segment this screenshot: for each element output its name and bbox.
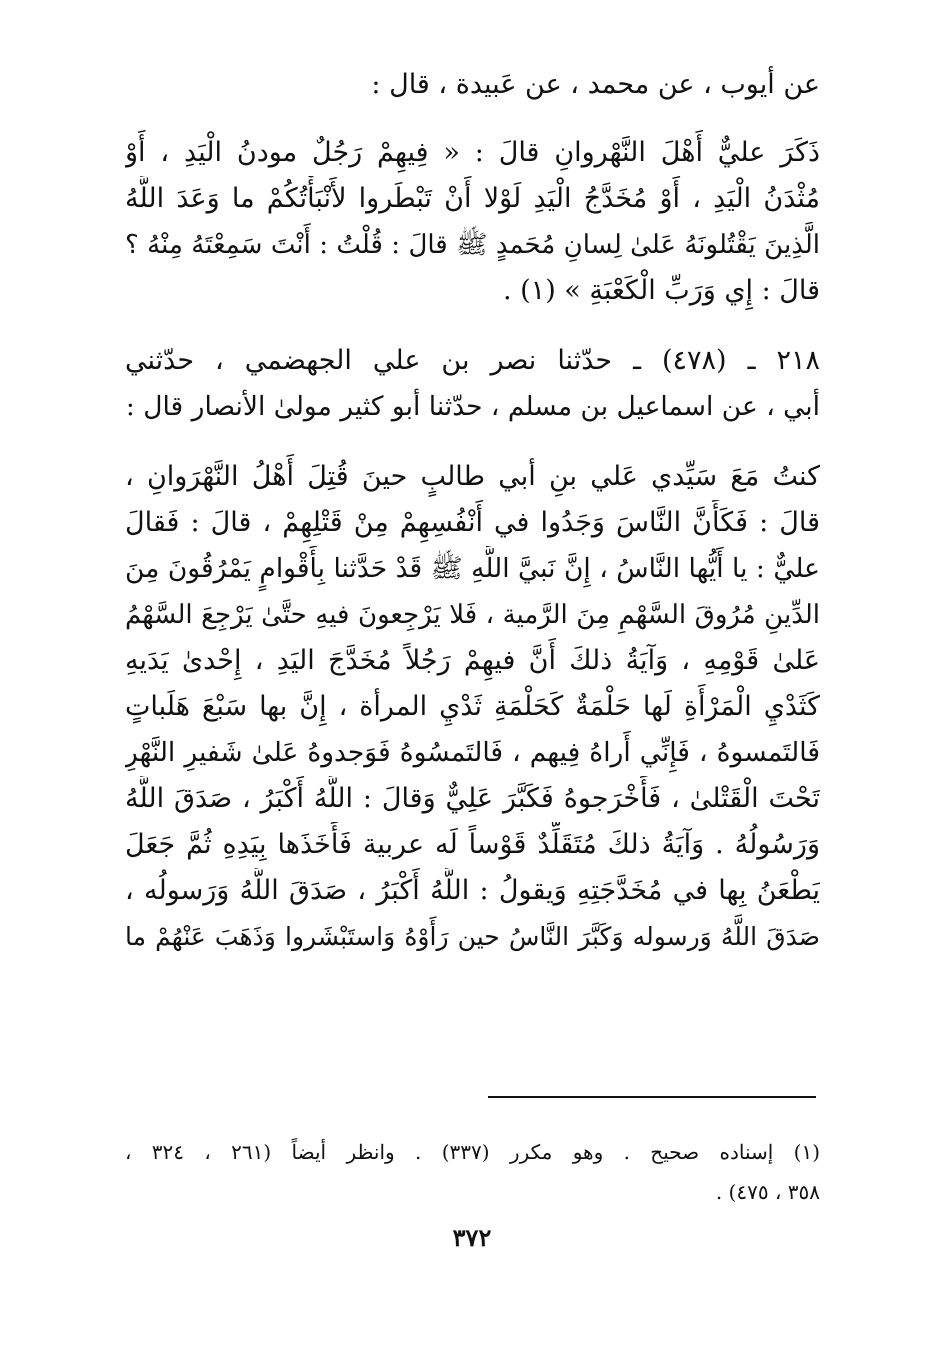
text-line: ذَكَرَ عليٌّ أَهْلَ النَّهْروانِ قالَ : « فِيهِمْ رَجُلٌ مودنُ الْيَدِ ، أَوْ bbox=[125, 137, 820, 168]
footnotes bbox=[125, 1132, 820, 1212]
text-line: صَدَقَ اللَّهُ وَرسوله وَكَبَّرَ النَّاسُ حين رَأَوْهُ وَاستَبْشَروا وَذَهَبَ عَنْهُمْ ما bbox=[125, 922, 820, 951]
text-line: كنتُ مَعَ سَيِّدي عَلي بنِ أبي طالبٍ حينَ قُتِلَ أَهْلُ النَّهْرَوانِ ، bbox=[125, 461, 820, 492]
text-line: الدِّينِ مُرُوقَ السَّهْمِ مِنَ الرَّمية ، فَلا يَرْجِعونَ فيهِ حتَّىٰ يَرْجِعَ السَّهْمُ bbox=[125, 600, 820, 630]
text-line: قالَ : فَكَأَنَّ النَّاسَ وَجَدُوا في أَنْفُسِهِمْ مِنْ قَتْلِهِمْ ، قالَ : فَقالَ bbox=[125, 507, 820, 538]
text-line: عَلىٰ قَوْمِهِ ، وَآيَةُ ذلكَ أَنَّ فيهِمْ رَجُلاً مُخَدَّجَ اليَدِ ، إِحْدىٰ يَدَيهِ bbox=[125, 645, 820, 676]
text-line: تَحْتَ الْقَتْلىٰ ، فَأَخْرَجوهُ فَكَبَّرَ عَلِيٌّ وَقالَ : اللَّهُ أَكْبَرُ ، صَدَقَ اللَّهُ bbox=[125, 783, 820, 814]
footnote-line: (١) إسناده صحيح . وهو مكرر (٣٣٧) . وانظر أيضاً (٢٦١ ، ٣٢٤ ، bbox=[125, 1140, 820, 1164]
text-line: قالَ : إِي وَرَبِّ الْكَعْبَةِ » (١) . bbox=[502, 275, 820, 306]
text-line: عن أيوب ، عن محمد ، عن عَبيدة ، قال : bbox=[371, 69, 820, 100]
page-body bbox=[125, 62, 820, 960]
text-line: وَرَسُولُهُ . وَآيَةُ ذلكَ مُتَقَلِّدٌ قَوْساً لَه عربية فَأَخَذَها بِيَدِهِ ثُمَّ جَعَلَ bbox=[125, 829, 820, 860]
paragraph-1 bbox=[125, 130, 820, 314]
text-line: أبي ، عن اسماعيل بن مسلم ، حدّثنا أبو كثير مولىٰ الأنصار قال : bbox=[125, 391, 820, 422]
paragraph-2-hadith-chain bbox=[125, 338, 820, 430]
text-line: يَطْعَنُ بِها في مُخَدَّجَتِهِ وَيقولُ : اللَّهُ أَكْبَرُ ، صَدَقَ اللَّهُ وَرَسولُه ، bbox=[125, 875, 820, 906]
text-line: عليٌّ : يا أَيُّها النَّاسُ ، إِنَّ نَبيَّ اللَّهِ ﷺ قَدْ حَدَّثنا بِأَقْوامٍ يَمْرُقُونَ مِنَ bbox=[125, 553, 820, 584]
page-number: ٣٧٢ bbox=[452, 1223, 492, 1252]
footnote-divider bbox=[488, 1096, 816, 1098]
footnote-line: ٣٥٨ ، ٤٧٥) . bbox=[715, 1180, 820, 1204]
text-line: فَالتَمسوهُ ، فَإِنِّي أَراهُ فِيهم ، فَالتَمسُوهُ فَوَجدوهُ عَلىٰ شَفيرِ النَّهْرِ bbox=[125, 737, 820, 768]
text-line: ٢١٨ ـ (٤٧٨) ـ حدّثنا نصر بن علي الجهضمي ، حدّثني bbox=[125, 345, 820, 376]
text-line: مُثْدَنُ الْيَدِ ، أَوْ مُخَدَّجُ الْيَدِ لَوْلا أَنْ تَبْطَروا لأَنْبَأْتُكُمْ ما وَعَدَ اللَّهُ bbox=[125, 183, 820, 214]
text-line: الَّذِينَ يَقْتُلونَهُ عَلىٰ لِسانِ مُحَمدٍ ﷺ قالَ : قُلْتُ : أَنْتَ سَمِعْتَهُ مِنْهُ ؟ bbox=[125, 230, 820, 260]
paragraph-3 bbox=[125, 454, 820, 960]
text-line: كَثَدْيِ الْمَرْأَةِ لَها حَلْمَةٌ كَحَلْمَةِ ثَدْيِ المرأة ، إِنَّ بها سَبْعَ هَلَباتٍ bbox=[125, 691, 820, 722]
intro-line bbox=[125, 62, 820, 108]
